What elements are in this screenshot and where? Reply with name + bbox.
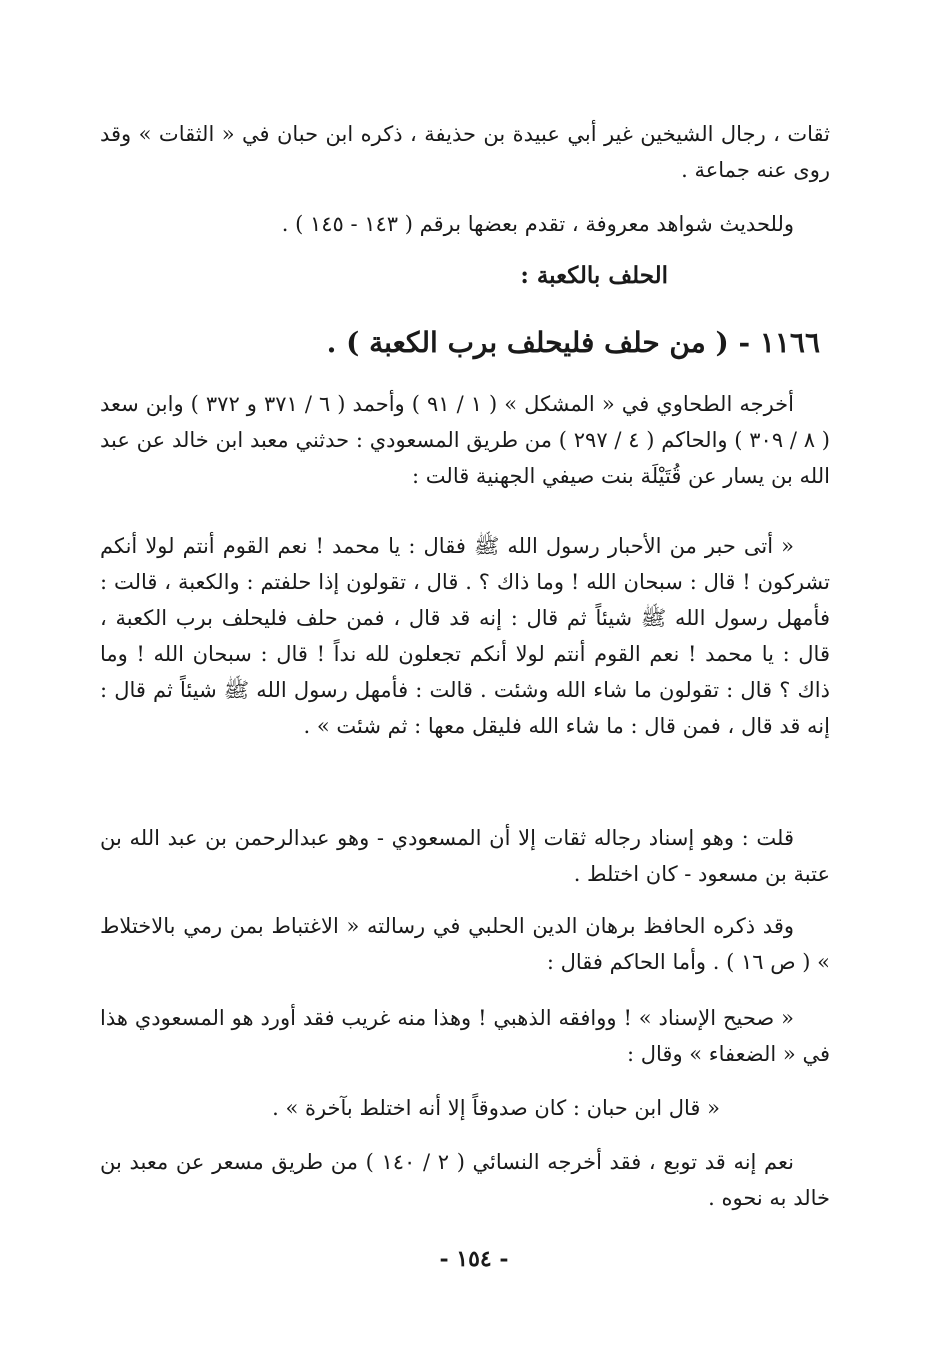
page-number: - ١٥٤ - (439, 1246, 509, 1272)
paragraph-hakim-critique: « صحيح الإسناد » ! ووافقه الذهبي ! وهذا منه غريب فقد أورد هو المسعودي هذا في « الضعفاء » وقال : (100, 1006, 830, 1066)
section-heading: الحلف بالكعبة : (520, 262, 668, 289)
paragraph-ibn-hibban-quote: « قال ابن حبان : كان صدوقاً إلا أنه اختلط بآخرة » . (272, 1096, 720, 1120)
paragraph-isnad-note: قلت : وهو إسناد رجاله ثقات إلا أن المسعودي - وهو عبدالرحمن بن عبد الله بن عتبة بن مسعود - كان اختلط . (100, 826, 830, 886)
paragraph-takhrij: أخرجه الطحاوي في « المشكل » ( ١ / ٩١ ) وأحمد ( ٦ / ٣٧١ و ٣٧٢ ) وابن سعد ( ٨ / ٣٠٩ ) والحاكم ( ٤ / ٢٩٧ ) من طريق المسعودي : حدثني معبد ابن خالد عن عبد الله بن يسار عن قُتَيْلَة بنت صيفي الجهنية قالت : (100, 392, 830, 488)
paragraph-hadith-text: « أتى حبر من الأحبار رسول الله ﷺ فقال : يا محمد ! نعم القوم أنتم لولا أنكم تشركون ! قال : سبحان الله ! وما ذاك ؟ . قال ، تقولون إذا حلفتم : والكعبة ، قالت : فأمهل رسول الله ﷺ شيئاً ثم قال : إنه قد قال ، فمن حلف فليحلف برب الكعبة ، قال : يا محمد ! نعم القوم أنتم لولا أنكم تجعلون لله نداً ! قال : سبحان الله ! وما ذاك ؟ قال : تقولون ما شاء الله وشئت . قالت : فأمهل رسول الله ﷺ شيئاً ثم قال : إنه قد قال ، فمن قال : ما شاء الله فليقل معها : ثم شئت » . (100, 534, 830, 738)
paragraph-supporting-evidence: وللحديث شواهد معروفة ، تقدم بعضها برقم ( ١٤٣ - ١٤٥ ) . (281, 212, 794, 236)
paragraph-nasai-support: نعم إنه قد توبع ، فقد أخرجه النسائي ( ٢ / ١٤٠ ) من طريق مسعر عن معبد بن خالد به نحوه . (100, 1150, 830, 1210)
paragraph-halabi-mention: وقد ذكره الحافظ برهان الدين الحلبي في رسالته « الاغتباط بمن رمي بالاختلاط » ( ص ١٦ ) . وأما الحاكم فقال : (100, 914, 830, 974)
hadith-title: ١١٦٦ - ( من حلف فليحلف برب الكعبة ) . (326, 326, 820, 359)
paragraph-narrators-trust: ثقات ، رجال الشيخين غير أبي عبيدة بن حذيفة ، ذكره ابن حبان في « الثقات » وقد روى عنه جماعة . (100, 122, 830, 182)
